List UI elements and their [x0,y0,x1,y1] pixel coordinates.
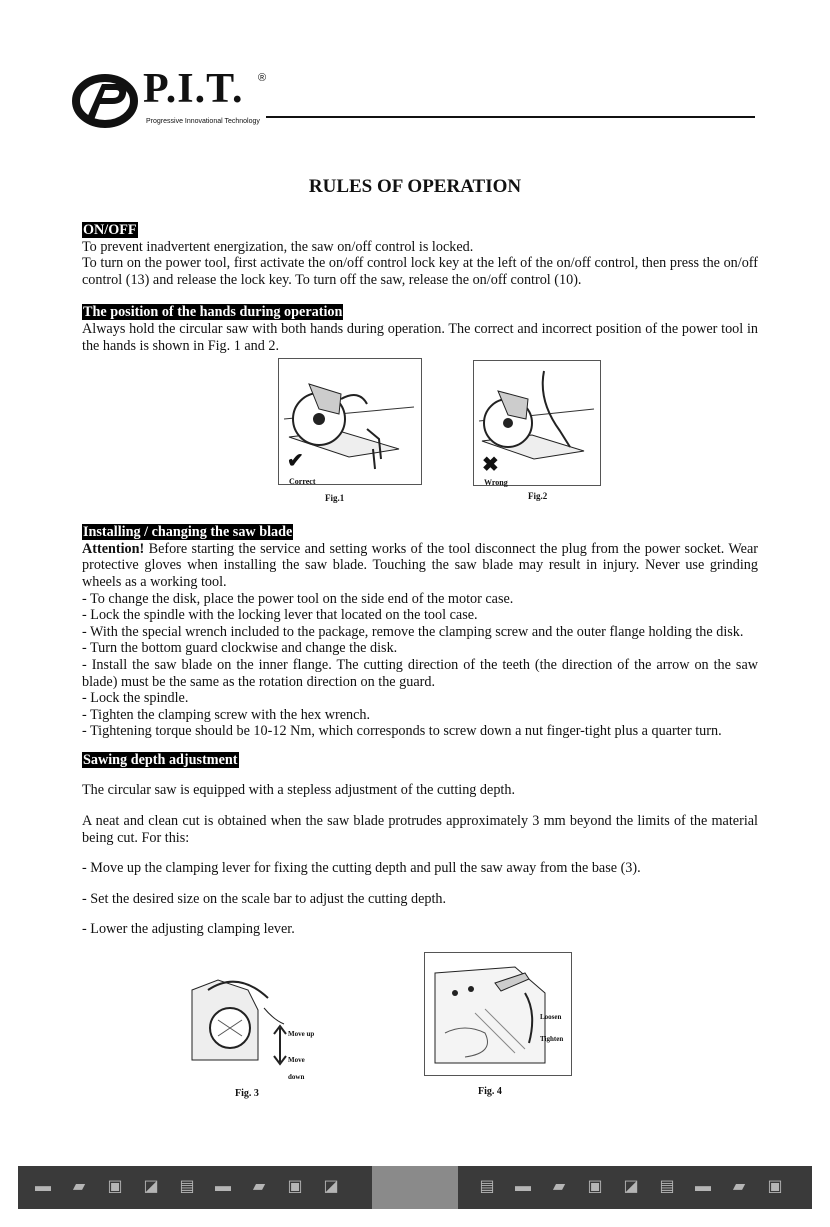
blade-step: - To change the disk, place the power tool on the side end of the motor case. [82,590,514,607]
document-body [82,222,758,1120]
brand-name: P.I.T. [143,66,244,112]
figure-row-2 [82,950,758,1120]
mixer-icon: ▣ [287,1178,303,1195]
hammer-icon: ▬ [215,1178,231,1195]
compressor-icon: ▤ [179,1178,195,1195]
blade-step: - Tightening torque should be 10-12 Nm, which corresponds to screw down a nut finger-tight plus a quarter turn. [82,723,722,740]
attention-label: Attention! [82,540,145,557]
depth-paragraph-1: The circular saw is equipped with a stepless adjustment of the cutting depth. [82,782,516,799]
blade-step: - Turn the bottom guard clockwise and change the disk. [82,640,398,657]
onoff-paragraph-1: To prevent inadvertent energization, the saw on/off control is locked. [82,238,474,255]
figure-1-caption: Fig.1 [325,493,345,504]
compressor-icon: ▬ [515,1178,531,1195]
figure-2-label: Wrong [484,478,508,488]
depth-step-2: - Set the desired size on the scale bar to adjust the cutting depth. [82,890,447,907]
onoff-paragraph-2: To turn on the power tool, first activate the on/off control lock key at the left of the on/off control, then press the on/off control (13) and release the lock key. To turn off the saw, release the on/off control (10). [82,255,758,288]
figure-2 [473,360,601,486]
figure-4-caption: Fig. 4 [478,1086,502,1098]
hammer-icon: ▤ [659,1178,675,1195]
registered-mark: ® [258,72,267,84]
pit-logo-icon [72,72,138,128]
page-number-slot [372,1166,458,1209]
figure-1-label: Correct [289,477,316,487]
drill-icon: ▰ [732,1178,746,1195]
wrong-cross-icon: ✖ [482,454,499,477]
grinder-icon: ◪ [623,1178,639,1195]
blade-step: - Install the saw blade on the inner flange. The cutting direction of the teeth (the direction of the arrow on the saw blade) must be the same as the rotation direction on the guard. [82,656,758,690]
figure-1 [278,358,422,485]
drill-icon: ▬ [35,1178,51,1195]
mixer-icon: ▣ [587,1178,603,1195]
section-heading-hands: The position of the hands during operation [83,304,343,321]
drill-icon: ▰ [252,1178,266,1195]
blade-step: - With the special wrench included to the package, remove the clamping screw and the outer flange holding the disk. [82,623,744,640]
blade-paragraph [82,541,758,591]
blade-paragraph-text: Before starting the service and setting works of the tool disconnect the plug from the power socket. Wear protective gloves when installing the saw blade. Touching the saw blade may result in injury. Never use grinding wheels as a working tool. [82,540,758,590]
hands-paragraph: Always hold the circular saw with both hands during operation. The correct and incorrect position of the power tool in the hands is shown in Fig. 1 and 2. [82,320,758,354]
section-heading-onoff: ON/OFF [83,222,137,238]
blade-step: - Lock the spindle with the locking lever that located on the tool case. [82,607,478,624]
tighten-label: Tighten [540,1035,564,1044]
figure-4 [424,952,572,1076]
blade-step: - Tighten the clamping screw with the hex wrench. [82,706,371,723]
mixer-icon: ▣ [767,1178,783,1195]
header-rule [266,116,755,118]
drill-icon: ▰ [552,1178,566,1195]
loosen-label: Loosen [540,1013,562,1022]
section-heading-depth: Sawing depth adjustment [83,751,238,768]
depth-paragraph-2: A neat and clean cut is obtained when the saw blade protrudes approximately 3 mm beyond the limits of the material being cut. For this: [82,813,758,846]
grinder-icon: ▰ [72,1178,86,1195]
saw-icon: ▬ [695,1178,711,1195]
blade-step: - Lock the spindle. [82,690,189,707]
saw-icon: ▤ [479,1178,495,1195]
move-up-label: Move up [288,1030,315,1039]
figure-2-caption: Fig.2 [528,491,548,502]
mixer-icon: ▣ [107,1178,123,1195]
section-heading-blade: Installing / changing the saw blade [83,524,293,541]
brand-tagline: Progressive Innovational Technology [146,118,260,125]
figure-3 [188,950,320,1081]
depth-step-3: - Lower the adjusting clamping lever. [82,921,295,938]
correct-check-icon: ✔ [287,450,304,473]
footer-tool-band [18,1166,812,1209]
depth-step-1: - Move up the clamping lever for fixing the cutting depth and pull the saw away from the base (3). [82,860,641,877]
figure-3-caption: Fig. 3 [235,1088,259,1100]
figure-row-1 [82,354,758,524]
move-down-label: Move down [288,1056,305,1081]
grinder-icon: ◪ [323,1178,339,1195]
page-title: RULES OF OPERATION [308,176,522,197]
saw-icon: ◪ [143,1178,159,1195]
